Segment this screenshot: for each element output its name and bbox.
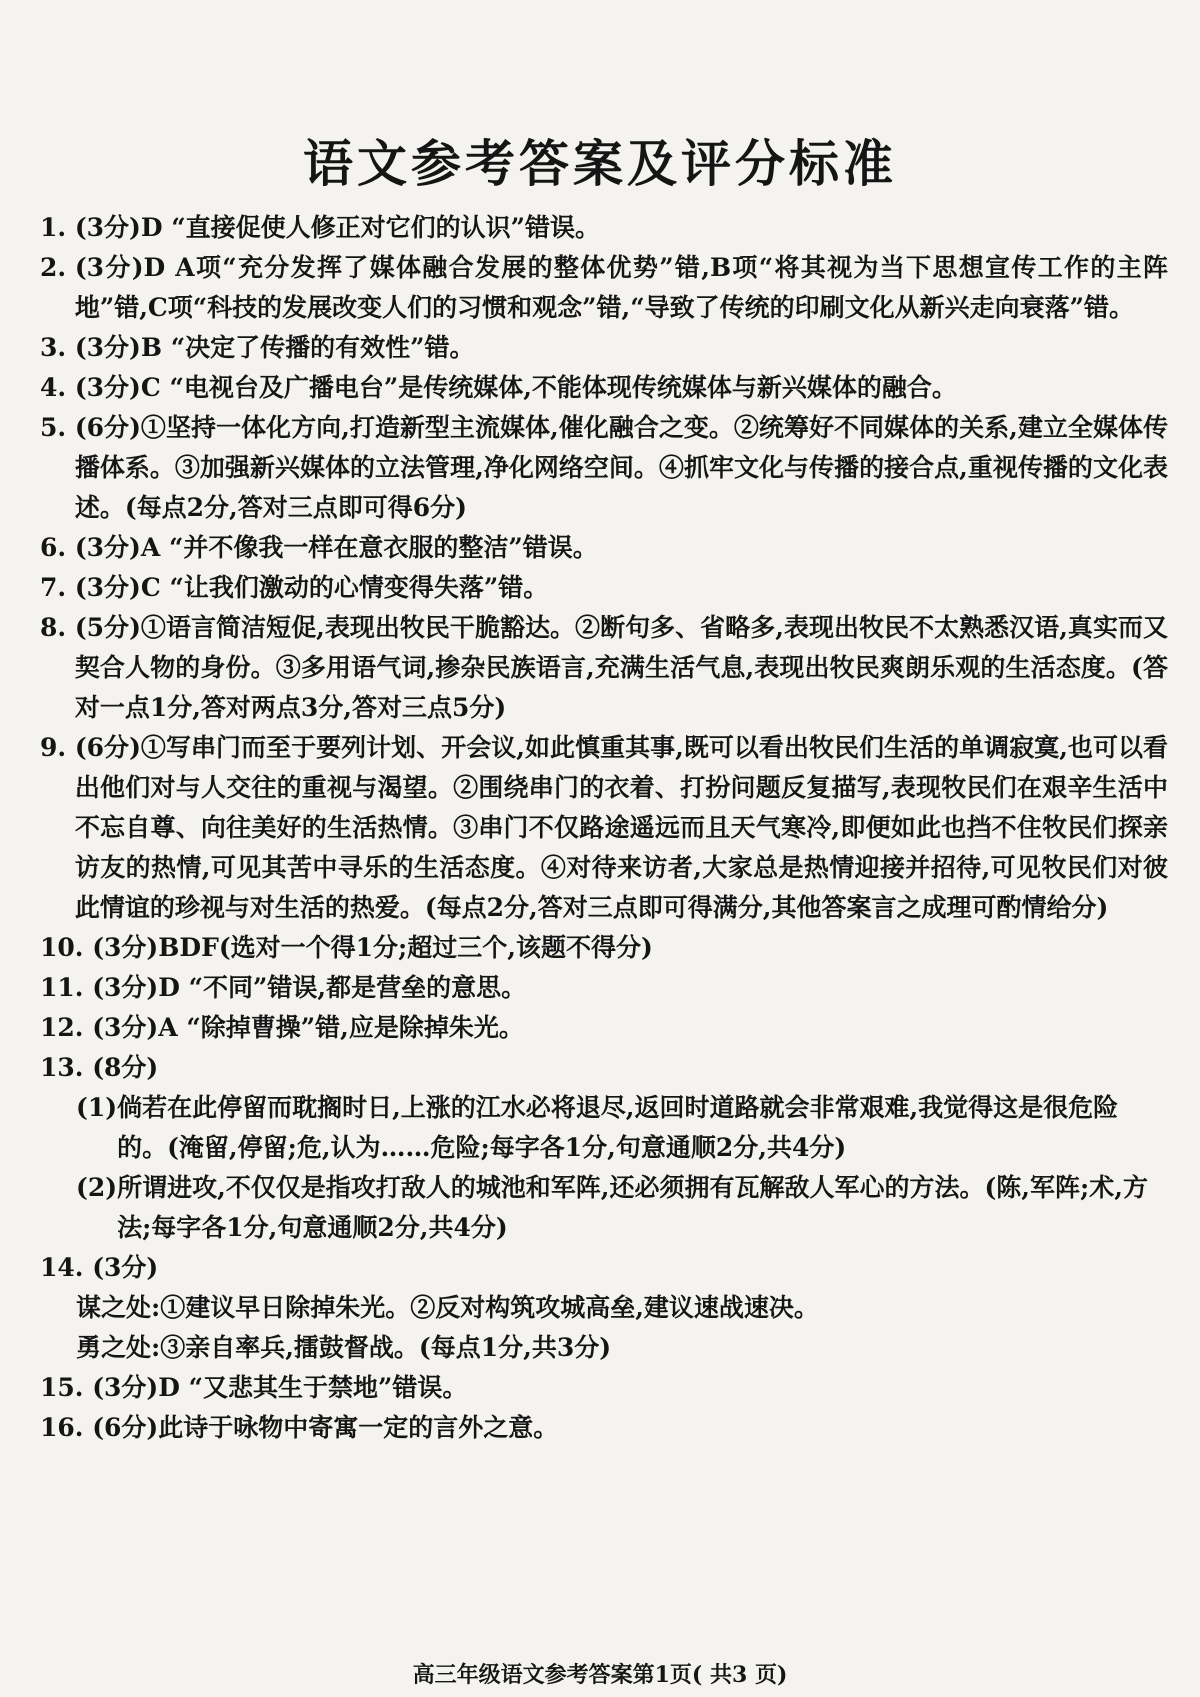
item-number: 2.: [40, 253, 75, 282]
item-number: 1.: [40, 213, 75, 242]
answer-item-4: [40, 368, 1168, 408]
item-text: (3分)C “让我们激动的心情变得失落”错。: [74, 573, 549, 602]
item-number: 4.: [40, 373, 75, 402]
item-number: 10.: [40, 933, 93, 962]
answer-item-13: [40, 1048, 1168, 1248]
answer-item-1: [40, 208, 1168, 248]
sub-answer-2: [40, 1168, 1168, 1248]
item-number: 9.: [40, 733, 75, 762]
page-footer: 高三年级语文参考答案第1页( 共3 页): [412, 1662, 788, 1688]
item-text: (3分)D “直接促使人修正对它们的认识”错误。: [74, 213, 601, 242]
item-text: (3分)BDF(选对一个得1分;超过三个,该题不得分): [92, 933, 653, 962]
answer-item-14: [40, 1248, 1168, 1368]
sub-answer-number: (1): [76, 1093, 118, 1122]
answer-item-10: [40, 928, 1168, 968]
item-number: 8.: [40, 613, 75, 642]
item-number: 11.: [40, 973, 93, 1002]
item-text: (8分): [92, 1053, 159, 1082]
item-number: 6.: [40, 533, 75, 562]
sub-answer-text: 所谓进攻,不仅仅是指攻打敌人的城池和军阵,还必须拥有瓦解敌人军心的方法。(陈,军阵;术,方法;每字各1分,句意通顺2分,共4分): [117, 1173, 1148, 1242]
item-text: (6分)①坚持一体化方向,打造新型主流媒体,催化融合之变。②统筹好不同媒体的关系,建立全媒体传播体系。③加强新兴媒体的立法管理,净化网络空间。④抓牢文化与传播的接合点,重视传播的文化表述。(每点2分,答对三点即可得6分): [74, 413, 1168, 522]
item-text: (3分)D “又悲其生于禁地”错误。: [92, 1373, 468, 1402]
strategy-points: 谋之处:①建议早日除掉朱光。②反对构筑攻城高垒,建议速战速决。: [76, 1293, 819, 1322]
answer-item-8: [40, 608, 1168, 728]
item-text: (3分): [92, 1253, 159, 1282]
item-number: 15.: [40, 1373, 93, 1402]
page-title: 语文参考答案及评分标准: [303, 134, 897, 193]
sub-answer-number: (2): [76, 1173, 118, 1202]
item-text: (3分)B “决定了传播的有效性”错。: [74, 333, 475, 362]
sub-answer-1: [40, 1088, 1168, 1168]
item-number: 16.: [40, 1413, 93, 1442]
item-number: 14.: [40, 1253, 93, 1282]
sub-answer-text: 倘若在此停留而耽搁时日,上涨的江水必将退尽,返回时道路就会非常艰难,我觉得这是很危险的。(淹留,停留;危,认为……危险;每字各1分,句意通顺2分,共4分): [117, 1093, 1119, 1162]
item-number: 7.: [40, 573, 75, 602]
answer-list: [40, 208, 1168, 1448]
item-number: 5.: [40, 413, 75, 442]
courage-points: 勇之处:③亲自率兵,擂鼓督战。(每点1分,共3分): [76, 1333, 612, 1362]
answer-item-11: [40, 968, 1168, 1008]
answer-item-6: [40, 528, 1168, 568]
answer-item-12: [40, 1008, 1168, 1048]
item-text: (3分)A “并不像我一样在意衣服的整洁”错误。: [74, 533, 598, 562]
answer-item-9: [40, 728, 1168, 928]
item-number: 12.: [40, 1013, 93, 1042]
item-text: (5分)①语言简洁短促,表现出牧民干脆豁达。②断句多、省略多,表现出牧民不太熟悉汉语,真实而又契合人物的身份。③多用语气词,掺杂民族语言,充满生活气息,表现出牧民爽朗乐观的生活态度。(答对一点1分,答对两点3分,答对三点5分): [74, 613, 1168, 722]
item-text: (3分)A “除掉曹操”错,应是除掉朱光。: [92, 1013, 524, 1042]
item-text: (3分)D A项“充分发挥了媒体融合发展的整体优势”错,B项“将其视为当下思想宣传工作的主阵地”错,C项“科技的发展改变人们的习惯和观念”错,“导致了传统的印刷文化从新兴走向衰落”错。: [74, 253, 1168, 322]
answer-item-15: [40, 1368, 1168, 1408]
answer-item-5: [40, 408, 1168, 528]
answer-item-3: [40, 328, 1168, 368]
answer-item-16: [40, 1408, 1168, 1448]
item-text: (6分)此诗于咏物中寄寓一定的言外之意。: [92, 1413, 559, 1442]
answer-item-2: [40, 248, 1168, 328]
item-number: 13.: [40, 1053, 93, 1082]
item-text: (6分)①写串门而至于要列计划、开会议,如此慎重其事,既可以看出牧民们生活的单调寂寞,也可以看出他们对与人交往的重视与渴望。②围绕串门的衣着、打扮问题反复描写,表现牧民们在艰辛生活中不忘自尊、向往美好的生活热情。③串门不仅路途遥远而且天气寒冷,即便如此也挡不住牧民们探亲访友的热情,可见其苦中寻乐的生活态度。④对待来访者,大家总是热情迎接并招待,可见牧民们对彼此情谊的珍视与对生活的热爱。(每点2分,答对三点即可得满分,其他答案言之成理可酌情给分): [74, 733, 1168, 922]
answer-item-7: [40, 568, 1168, 608]
item-text: (3分)D “不同”错误,都是营垒的意思。: [92, 973, 527, 1002]
item-number: 3.: [40, 333, 75, 362]
item-text: (3分)C “电视台及广播电台”是传统媒体,不能体现传统媒体与新兴媒体的融合。: [74, 373, 957, 402]
